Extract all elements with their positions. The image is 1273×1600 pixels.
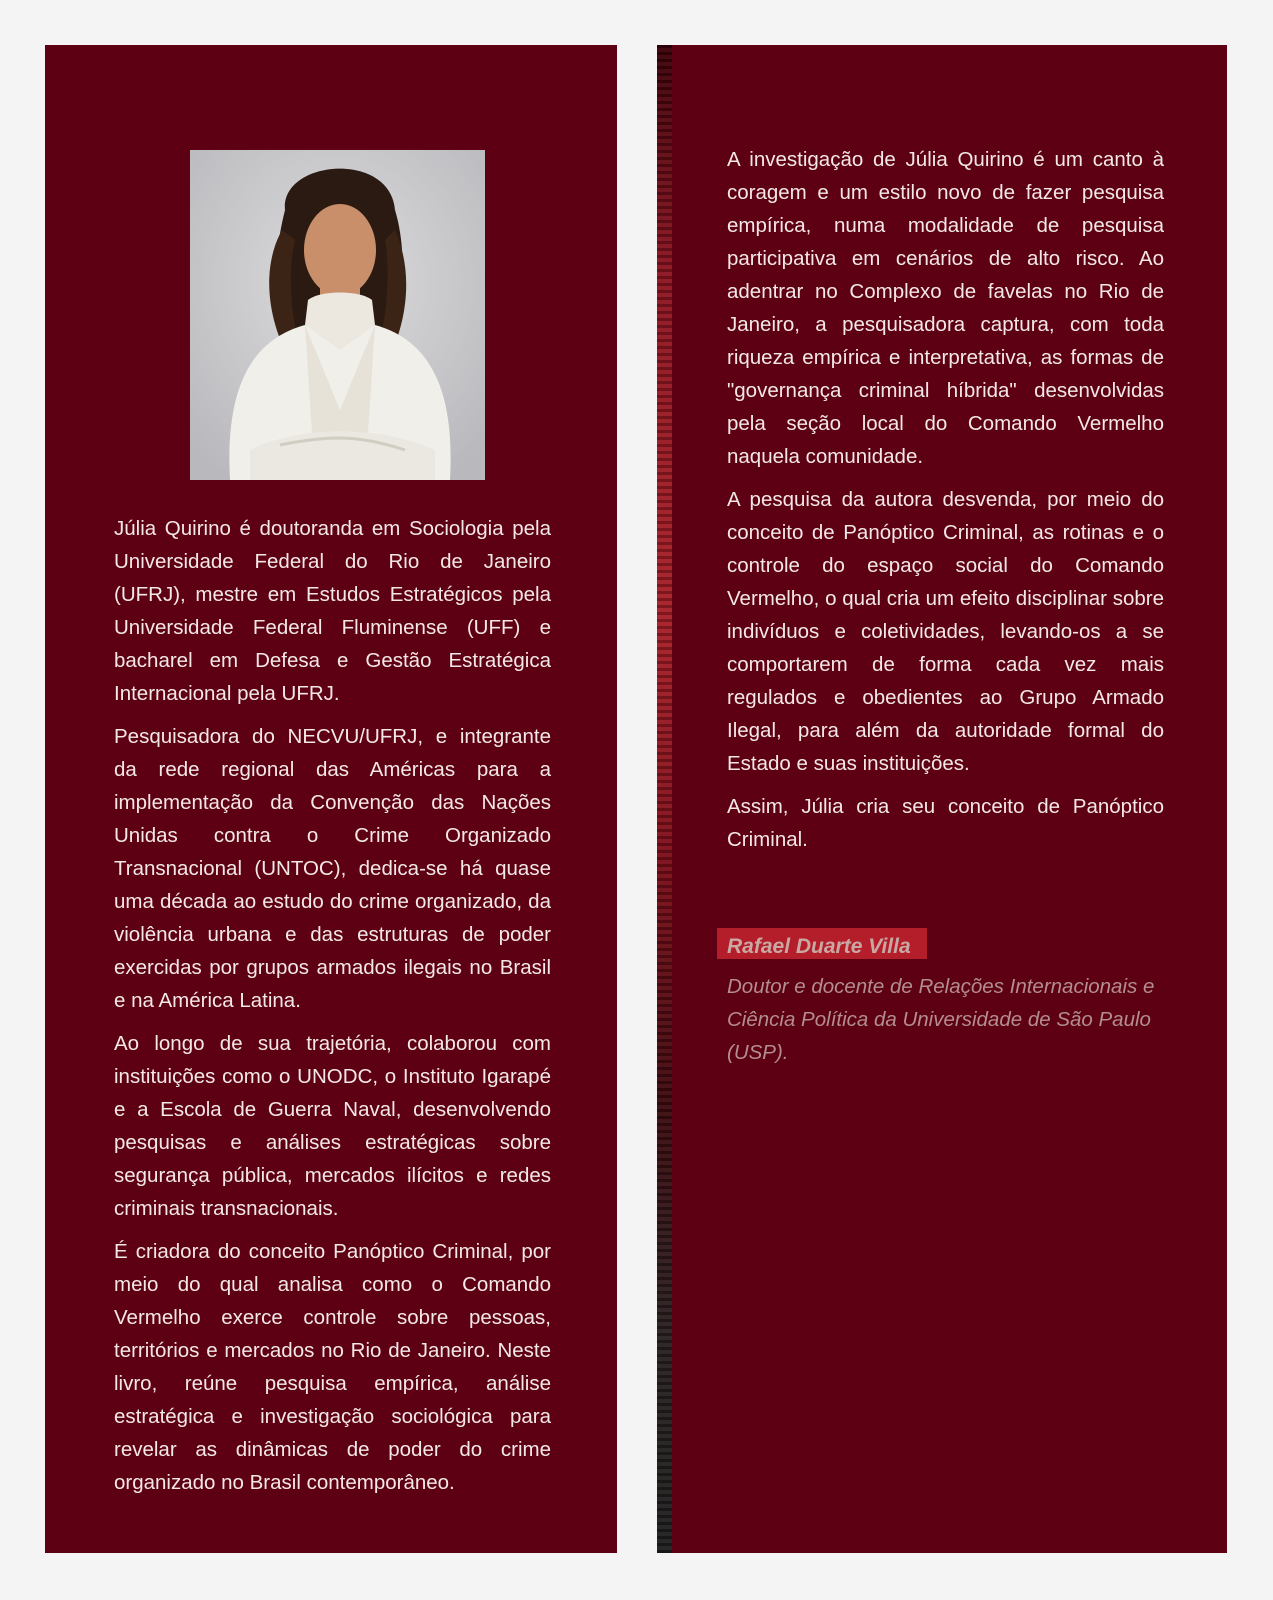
bio-paragraph: É criadora do conceito Panóptico Criminal, por meio do qual analisa como o Comando Vermelho exerce controle sobre pessoas, territórios e mercados no Rio de Janeiro. Neste livro, reúne pesquisa empírica, análise estratégica e investigação sociológica para revelar as dinâmicas de poder do crime organizado no Brasil contemporâneo. [114,1240,551,1494]
front-flap-panel [657,45,1227,1553]
bio-paragraph: Ao longo de sua trajetória, colaborou com instituições como o UNODC, o Instituto Igarapé e a Escola de Guerra Naval, desenvolvendo pesquisas e análises estratégicas sobre segurança pública, mercados ilícitos e redes criminais transnacionais. [114,1032,551,1220]
author-photo [190,150,485,480]
book-review [727,143,1164,866]
review-paragraph: A pesquisa da autora desvenda, por meio do conceito de Panóptico Criminal, as rotinas e o controle do espaço social do Comando Vermelho, o qual cria um efeito disciplinar sobre indivíduos e coletividades, levando-os a se comportarem de forma cada vez mais regulados e obedientes ao Grupo Armado Ilegal, para além da autoridade formal do Estado e suas instituições. [727,488,1164,775]
bio-paragraph: Júlia Quirino é doutoranda em Sociologia pela Universidade Federal do Rio de Janeiro (UFRJ), mestre em Estudos Estratégicos pela Universidade Federal Fluminense (UFF) e bacharel em Defesa e Gestão Estratégica Internacional pela UFRJ. [114,517,551,705]
reviewer-title: Doutor e docente de Relações Internacionais e Ciência Política da Universidade de São Paulo (USP). [727,975,1155,1064]
back-flap-panel [45,45,617,1553]
bio-paragraph: Pesquisadora do NECVU/UFRJ, e integrante da rede regional das Américas para a implementação da Convenção das Nações Unidas contra o Crime Organizado Transnacional (UNTOC), dedica-se há quase uma década ao estudo do crime organizado, da violência urbana e das estruturas de poder exercidas por grupos armados ilegais no Brasil e na América Latina. [114,725,551,1012]
author-bio [114,512,551,1509]
review-paragraph: Assim, Júlia cria seu conceito de Panóptico Criminal. [727,795,1164,851]
cover-edge-texture [657,45,672,1553]
author-portrait-image [190,150,485,480]
reviewer-name: Rafael Duarte Villa [717,928,927,959]
review-paragraph: A investigação de Júlia Quirino é um canto à coragem e um estilo novo de fazer pesquisa empírica, numa modalidade de pesquisa participativa em cenários de alto risco. Ao adentrar no Complexo de favelas no Rio de Janeiro, a pesquisadora captura, com toda riqueza empírica e interpretativa, as formas de "governança criminal híbrida" desenvolvidas pela seção local do Comando Vermelho naquela comunidade. [727,148,1164,468]
